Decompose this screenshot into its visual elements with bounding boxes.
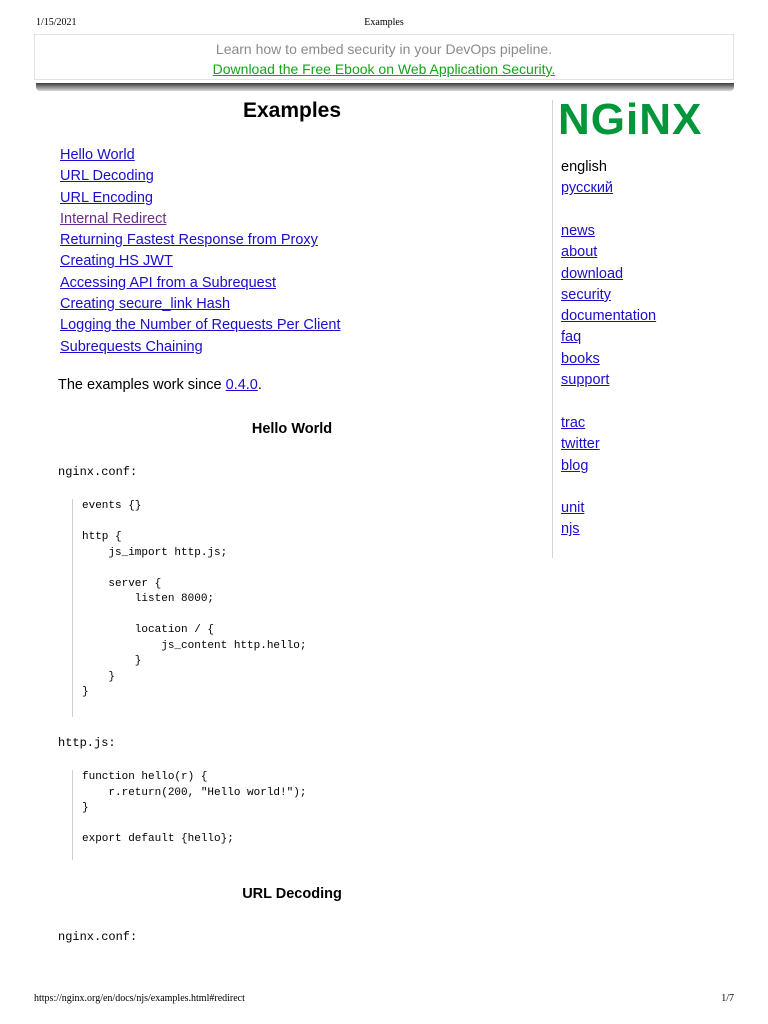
- logo-text: NGiNX: [558, 96, 703, 142]
- version-link[interactable]: 0.4.0: [225, 377, 258, 393]
- sidebar-item: [561, 413, 600, 434]
- since-note: [58, 377, 262, 393]
- sidebar-nav: [561, 221, 656, 391]
- toc-item: [60, 273, 341, 294]
- toc-link-secure-link[interactable]: Creating secure_link Hash: [60, 296, 231, 313]
- footer-url: https://nginx.org/en/docs/njs/examples.html#redirect: [34, 993, 245, 1004]
- sidebar-link-security[interactable]: security: [561, 286, 611, 303]
- sidebar-item: [561, 285, 656, 306]
- sidebar-link-documentation[interactable]: documentation: [561, 308, 657, 325]
- toc-link-logging-requests[interactable]: Logging the Number of Requests Per Client: [60, 317, 341, 334]
- sidebar-item: [561, 519, 584, 540]
- print-header: [0, 17, 768, 31]
- toc-link-api-subrequest[interactable]: Accessing API from a Subrequest: [60, 274, 276, 291]
- sidebar-item: [561, 349, 656, 370]
- sidebar-item: [561, 306, 656, 327]
- sidebar-link-trac[interactable]: trac: [561, 415, 586, 431]
- code-block-http-js: function hello(r) { r.return(200, "Hello world!"); } export default {hello};: [72, 770, 306, 860]
- toc-item: [60, 337, 341, 358]
- toc-item: [60, 166, 341, 187]
- code-block-nginx-conf: events {} http { js_import http.js; server { listen 8000; location / { js_content http.hello; } } }: [72, 499, 306, 717]
- since-suffix: .: [257, 377, 262, 393]
- sidebar-item: [561, 456, 600, 477]
- ebook-banner: [34, 34, 734, 80]
- banner-text: Learn how to embed security in your DevOps pipeline.: [215, 41, 553, 57]
- sidebar-link-njs[interactable]: njs: [561, 521, 580, 538]
- toc-item: [60, 315, 341, 336]
- file-label-nginx-conf-2: nginx.conf:: [58, 930, 138, 944]
- sidebar-item: [561, 242, 656, 263]
- toc-link-hs-jwt[interactable]: Creating HS JWT: [60, 253, 173, 270]
- print-title: Examples: [364, 17, 404, 28]
- since-prefix: The examples work since: [58, 377, 226, 393]
- sidebar-projects: [561, 498, 584, 541]
- sidebar-item: [561, 221, 656, 242]
- page-title: Examples: [242, 99, 342, 122]
- language-current: english: [561, 159, 607, 175]
- file-label-http-js: http.js:: [58, 736, 116, 750]
- sidebar-link-download[interactable]: download: [561, 265, 624, 282]
- toc-item: [60, 145, 341, 166]
- toc-link-hello-world[interactable]: Hello World: [60, 147, 135, 163]
- sidebar-link-support[interactable]: support: [561, 372, 610, 389]
- sidebar-divider: [552, 100, 553, 558]
- print-date: 1/15/2021: [36, 17, 77, 28]
- file-label-nginx-conf: nginx.conf:: [58, 465, 138, 479]
- sidebar-community: [561, 413, 600, 477]
- sidebar-link-faq[interactable]: faq: [561, 329, 582, 346]
- toc-link-fastest-response[interactable]: Returning Fastest Response from Proxy: [60, 232, 318, 249]
- banner-shadow: [36, 83, 734, 91]
- toc-item: [60, 230, 341, 251]
- nginx-logo[interactable]: [558, 96, 730, 147]
- banner-ebook-link[interactable]: Download the Free Ebook on Web Application Security.: [212, 61, 556, 77]
- toc-link-url-encoding[interactable]: URL Encoding: [60, 189, 153, 206]
- toc-link-url-decoding[interactable]: URL Decoding: [60, 168, 154, 185]
- sidebar-item: [561, 498, 584, 519]
- sidebar-item: [561, 264, 656, 285]
- section-title-hello-world: Hello World: [251, 421, 333, 437]
- sidebar-link-books[interactable]: books: [561, 350, 600, 367]
- sidebar-item: [561, 327, 656, 348]
- language-list: [561, 157, 613, 200]
- sidebar-link-unit[interactable]: unit: [561, 500, 585, 516]
- sidebar-link-blog[interactable]: blog: [561, 457, 589, 474]
- sidebar-link-news[interactable]: news: [561, 223, 595, 239]
- section-title-url-decoding: URL Decoding: [242, 886, 342, 902]
- language-item: [561, 157, 613, 178]
- toc-item: [60, 294, 341, 315]
- toc-link-internal-redirect[interactable]: Internal Redirect: [60, 210, 167, 227]
- sidebar-item: [561, 434, 600, 455]
- footer-page-number: 1/7: [721, 993, 734, 1004]
- sidebar-link-twitter[interactable]: twitter: [561, 436, 600, 453]
- language-item: [561, 178, 613, 199]
- toc-item: [60, 188, 341, 209]
- sidebar-link-about[interactable]: about: [561, 244, 598, 261]
- sidebar-item: [561, 370, 656, 391]
- toc-item: [60, 209, 341, 230]
- toc-link-subrequests-chaining[interactable]: Subrequests Chaining: [60, 338, 203, 355]
- examples-toc: [60, 145, 341, 358]
- toc-item: [60, 251, 341, 272]
- language-link-russian[interactable]: русский: [561, 180, 614, 197]
- print-footer: [0, 993, 768, 1007]
